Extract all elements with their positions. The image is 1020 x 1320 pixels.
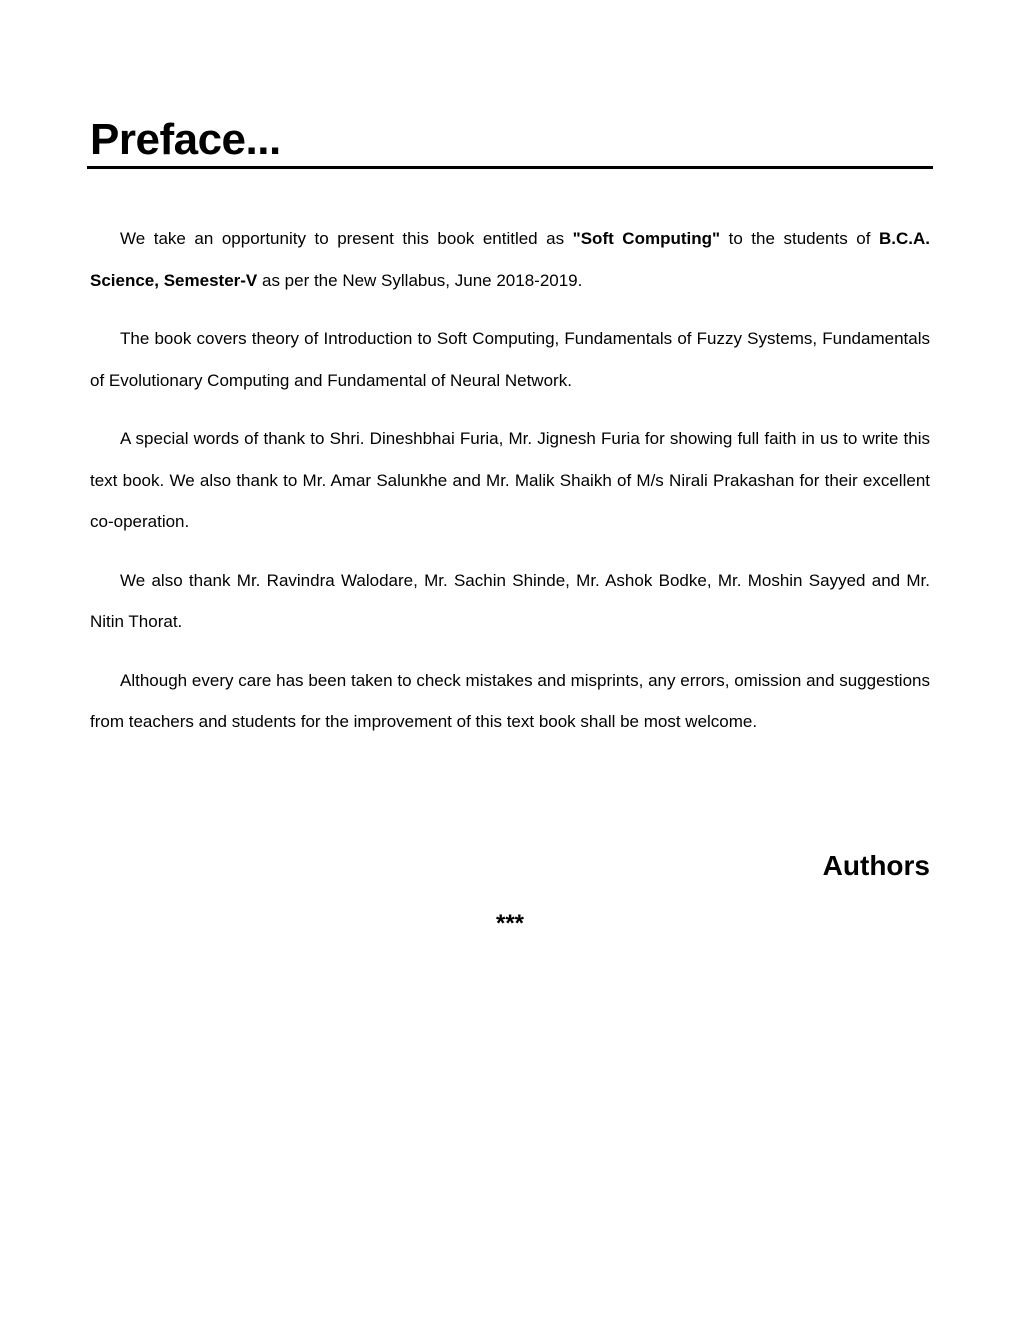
- paragraph-thanks-publisher: A special words of thank to Shri. Dineshbhai Furia, Mr. Jignesh Furia for showing full faith in us to write this text book. We also thank to Mr. Amar Salunkhe and Mr. Malik Shaikh of M/s Nirali Prakashan for their excellent co-operation.: [90, 429, 930, 531]
- paragraph-errata: Although every care has been taken to check mistakes and misprints, any errors, omission and suggestions from teachers and students for the improvement of this text book shall be most welcome.: [90, 670, 930, 731]
- intro-tail: as per the New Syllabus, June 2018-2019.: [257, 270, 583, 290]
- paragraph-thanks-colleagues: We also thank Mr. Ravindra Walodare, Mr. Sachin Shinde, Mr. Ashok Bodke, Mr. Moshin Sayyed and Mr. Nitin Thorat.: [90, 570, 930, 631]
- intro-lead: We take an opportunity to present this book entitled as: [120, 229, 573, 248]
- authors-signature: Authors: [822, 850, 930, 881]
- title-underline: [87, 166, 933, 169]
- course-name: B.C.A. Science, Semester-V: [90, 229, 930, 290]
- preface-body: [90, 218, 930, 760]
- book-title: "Soft Computing": [572, 229, 721, 248]
- paragraph-intro: [90, 218, 930, 301]
- page-title: Preface...: [90, 115, 281, 164]
- paragraph-coverage: The book covers theory of Introduction to Soft Computing, Fundamentals of Fuzzy Systems, Fundamentals of Evolutionary Computing and Fundamental of Neural Network.: [90, 329, 930, 390]
- end-mark: ***: [495, 910, 525, 937]
- intro-mid: to the students of: [720, 229, 879, 248]
